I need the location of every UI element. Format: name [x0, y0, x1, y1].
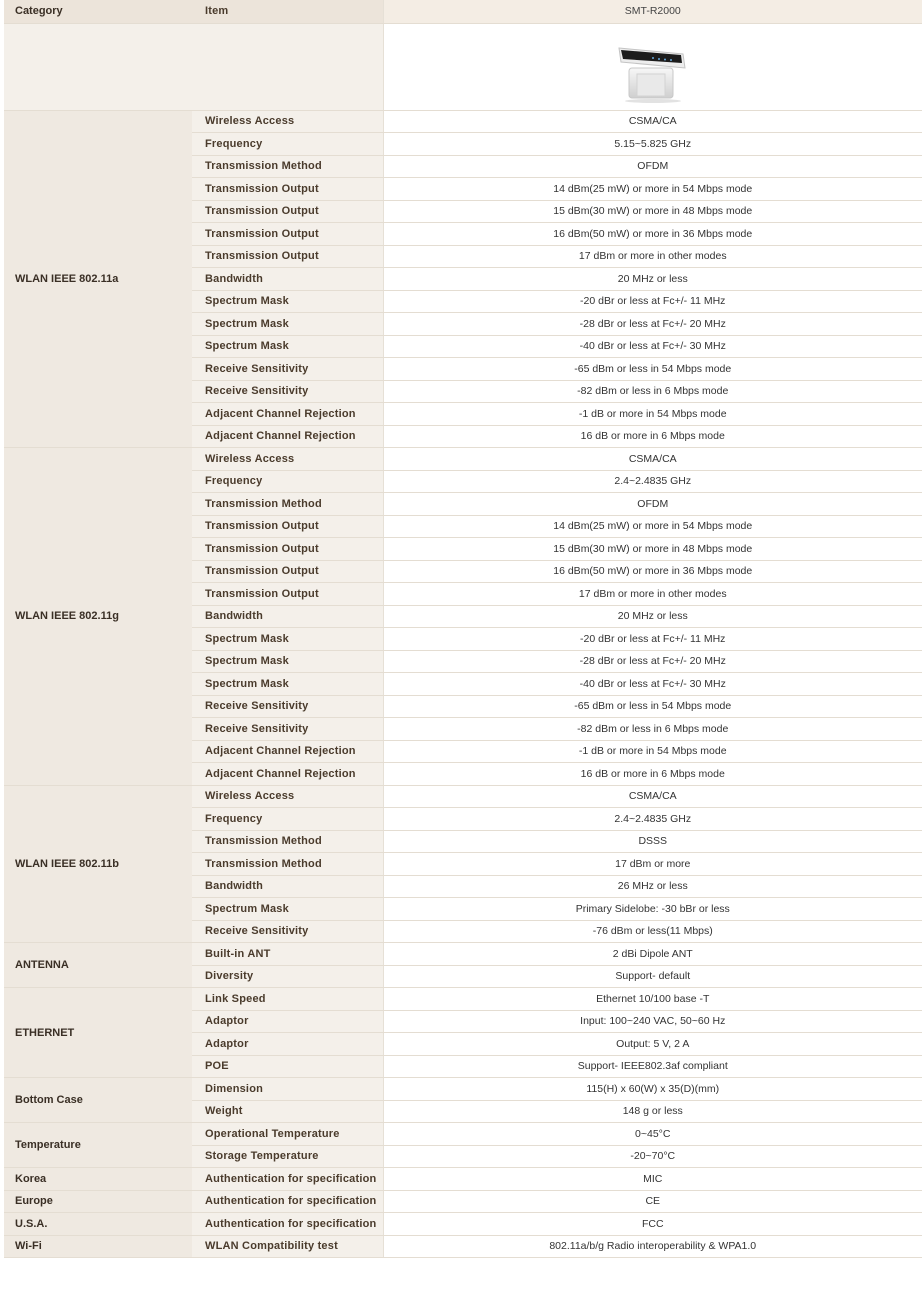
- category-cell: ANTENNA: [4, 943, 192, 988]
- value-cell: CSMA/CA: [383, 110, 922, 133]
- item-cell: Storage Temperature: [192, 1145, 383, 1168]
- item-cell: Receive Sensitivity: [192, 695, 383, 718]
- spec-row: [4, 1078, 922, 1101]
- value-cell: 16 dB or more in 6 Mbps mode: [383, 425, 922, 448]
- spec-row: [4, 1213, 922, 1236]
- value-cell: Primary Sidelobe: -30 bBr or less: [383, 898, 922, 921]
- product-image: [613, 30, 693, 104]
- item-cell: Authentication for specification: [192, 1190, 383, 1213]
- item-cell: Transmission Method: [192, 830, 383, 853]
- value-cell: 2.4~2.4835 GHz: [383, 808, 922, 831]
- value-cell: 0~45°C: [383, 1123, 922, 1146]
- item-cell: Frequency: [192, 808, 383, 831]
- category-cell: Bottom Case: [4, 1078, 192, 1123]
- item-cell: Transmission Method: [192, 155, 383, 178]
- image-row-item-cell: [192, 23, 383, 110]
- value-cell: 802.11a/b/g Radio interoperability & WPA1.0: [383, 1235, 922, 1258]
- value-cell: 20 MHz or less: [383, 605, 922, 628]
- category-cell: ETHERNET: [4, 988, 192, 1078]
- value-cell: -82 dBm or less in 6 Mbps mode: [383, 718, 922, 741]
- category-cell: Europe: [4, 1190, 192, 1213]
- value-cell: -76 dBm or less(11 Mbps): [383, 920, 922, 943]
- value-cell: 16 dBm(50 mW) or more in 36 Mbps mode: [383, 223, 922, 246]
- item-cell: Bandwidth: [192, 605, 383, 628]
- item-cell: Transmission Output: [192, 200, 383, 223]
- item-cell: Receive Sensitivity: [192, 920, 383, 943]
- item-cell: Built-in ANT: [192, 943, 383, 966]
- product-image-cell: [383, 23, 922, 110]
- header-item: Item: [192, 0, 383, 23]
- category-cell: WLAN IEEE 802.11a: [4, 110, 192, 448]
- value-cell: 148 g or less: [383, 1100, 922, 1123]
- spec-row: [4, 110, 922, 133]
- spec-table-body: [4, 0, 922, 1258]
- category-cell: U.S.A.: [4, 1213, 192, 1236]
- value-cell: -65 dBm or less in 54 Mbps mode: [383, 358, 922, 381]
- spec-row: [4, 1190, 922, 1213]
- item-cell: Transmission Method: [192, 853, 383, 876]
- item-cell: Bandwidth: [192, 875, 383, 898]
- item-cell: Adaptor: [192, 1010, 383, 1033]
- value-cell: -28 dBr or less at Fc+/- 20 MHz: [383, 650, 922, 673]
- value-cell: DSSS: [383, 830, 922, 853]
- item-cell: Receive Sensitivity: [192, 380, 383, 403]
- header-category: Category: [4, 0, 192, 23]
- value-cell: 16 dBm(50 mW) or more in 36 Mbps mode: [383, 560, 922, 583]
- value-cell: 15 dBm(30 mW) or more in 48 Mbps mode: [383, 200, 922, 223]
- item-cell: Diversity: [192, 965, 383, 988]
- header-row: [4, 0, 922, 23]
- value-cell: 16 dB or more in 6 Mbps mode: [383, 763, 922, 786]
- item-cell: Transmission Output: [192, 245, 383, 268]
- value-cell: 115(H) x 60(W) x 35(D)(mm): [383, 1078, 922, 1101]
- item-cell: Spectrum Mask: [192, 673, 383, 696]
- item-cell: WLAN Compatibility test: [192, 1235, 383, 1258]
- item-cell: Authentication for specification: [192, 1168, 383, 1191]
- item-cell: Transmission Output: [192, 515, 383, 538]
- value-cell: CSMA/CA: [383, 448, 922, 471]
- category-cell: WLAN IEEE 802.11b: [4, 785, 192, 943]
- value-cell: FCC: [383, 1213, 922, 1236]
- value-cell: -20~70°C: [383, 1145, 922, 1168]
- value-cell: 20 MHz or less: [383, 268, 922, 291]
- value-cell: OFDM: [383, 155, 922, 178]
- item-cell: Frequency: [192, 133, 383, 156]
- spec-row: [4, 785, 922, 808]
- item-cell: Authentication for specification: [192, 1213, 383, 1236]
- item-cell: Wireless Access: [192, 448, 383, 471]
- image-row-category-cell: [4, 23, 192, 110]
- item-cell: Spectrum Mask: [192, 898, 383, 921]
- value-cell: -20 dBr or less at Fc+/- 11 MHz: [383, 628, 922, 651]
- value-cell: 5.15~5.825 GHz: [383, 133, 922, 156]
- value-cell: -40 dBr or less at Fc+/- 30 MHz: [383, 673, 922, 696]
- item-cell: Spectrum Mask: [192, 290, 383, 313]
- item-cell: Transmission Method: [192, 493, 383, 516]
- item-cell: Wireless Access: [192, 110, 383, 133]
- item-cell: Frequency: [192, 470, 383, 493]
- value-cell: 26 MHz or less: [383, 875, 922, 898]
- item-cell: Bandwidth: [192, 268, 383, 291]
- item-cell: POE: [192, 1055, 383, 1078]
- spec-table: [4, 0, 922, 1258]
- value-cell: 14 dBm(25 mW) or more in 54 Mbps mode: [383, 515, 922, 538]
- spec-row: [4, 988, 922, 1011]
- value-cell: Support- IEEE802.3af compliant: [383, 1055, 922, 1078]
- value-cell: -65 dBm or less in 54 Mbps mode: [383, 695, 922, 718]
- item-cell: Weight: [192, 1100, 383, 1123]
- value-cell: Input: 100~240 VAC, 50~60 Hz: [383, 1010, 922, 1033]
- item-cell: Receive Sensitivity: [192, 718, 383, 741]
- item-cell: Transmission Output: [192, 583, 383, 606]
- value-cell: 17 dBm or more: [383, 853, 922, 876]
- value-cell: 2 dBi Dipole ANT: [383, 943, 922, 966]
- value-cell: MIC: [383, 1168, 922, 1191]
- value-cell: -20 dBr or less at Fc+/- 11 MHz: [383, 290, 922, 313]
- item-cell: Receive Sensitivity: [192, 358, 383, 381]
- category-cell: Temperature: [4, 1123, 192, 1168]
- value-cell: 17 dBm or more in other modes: [383, 245, 922, 268]
- item-cell: Spectrum Mask: [192, 335, 383, 358]
- value-cell: OFDM: [383, 493, 922, 516]
- item-cell: Transmission Output: [192, 560, 383, 583]
- item-cell: Spectrum Mask: [192, 650, 383, 673]
- item-cell: Adjacent Channel Rejection: [192, 425, 383, 448]
- value-cell: -1 dB or more in 54 Mbps mode: [383, 403, 922, 426]
- value-cell: CE: [383, 1190, 922, 1213]
- item-cell: Transmission Output: [192, 178, 383, 201]
- value-cell: 17 dBm or more in other modes: [383, 583, 922, 606]
- spec-row: [4, 1235, 922, 1258]
- spec-row: [4, 943, 922, 966]
- value-cell: 15 dBm(30 mW) or more in 48 Mbps mode: [383, 538, 922, 561]
- item-cell: Wireless Access: [192, 785, 383, 808]
- value-cell: -82 dBm or less in 6 Mbps mode: [383, 380, 922, 403]
- product-image-row: [4, 23, 922, 110]
- item-cell: Adjacent Channel Rejection: [192, 763, 383, 786]
- value-cell: Ethernet 10/100 base -T: [383, 988, 922, 1011]
- category-cell: Korea: [4, 1168, 192, 1191]
- spec-row: [4, 448, 922, 471]
- router-device-icon: [613, 30, 693, 104]
- category-cell: Wi-Fi: [4, 1235, 192, 1258]
- item-cell: Adjacent Channel Rejection: [192, 740, 383, 763]
- value-cell: 2.4~2.4835 GHz: [383, 470, 922, 493]
- item-cell: Link Speed: [192, 988, 383, 1011]
- category-cell: WLAN IEEE 802.11g: [4, 448, 192, 786]
- value-cell: Support- default: [383, 965, 922, 988]
- item-cell: Dimension: [192, 1078, 383, 1101]
- item-cell: Transmission Output: [192, 538, 383, 561]
- value-cell: -1 dB or more in 54 Mbps mode: [383, 740, 922, 763]
- item-cell: Spectrum Mask: [192, 628, 383, 651]
- spec-row: [4, 1168, 922, 1191]
- header-model: SMT-R2000: [383, 0, 922, 23]
- item-cell: Adaptor: [192, 1033, 383, 1056]
- value-cell: -40 dBr or less at Fc+/- 30 MHz: [383, 335, 922, 358]
- item-cell: Transmission Output: [192, 223, 383, 246]
- value-cell: 14 dBm(25 mW) or more in 54 Mbps mode: [383, 178, 922, 201]
- item-cell: Spectrum Mask: [192, 313, 383, 336]
- spec-row: [4, 1123, 922, 1146]
- value-cell: Output: 5 V, 2 A: [383, 1033, 922, 1056]
- value-cell: CSMA/CA: [383, 785, 922, 808]
- value-cell: -28 dBr or less at Fc+/- 20 MHz: [383, 313, 922, 336]
- item-cell: Operational Temperature: [192, 1123, 383, 1146]
- item-cell: Adjacent Channel Rejection: [192, 403, 383, 426]
